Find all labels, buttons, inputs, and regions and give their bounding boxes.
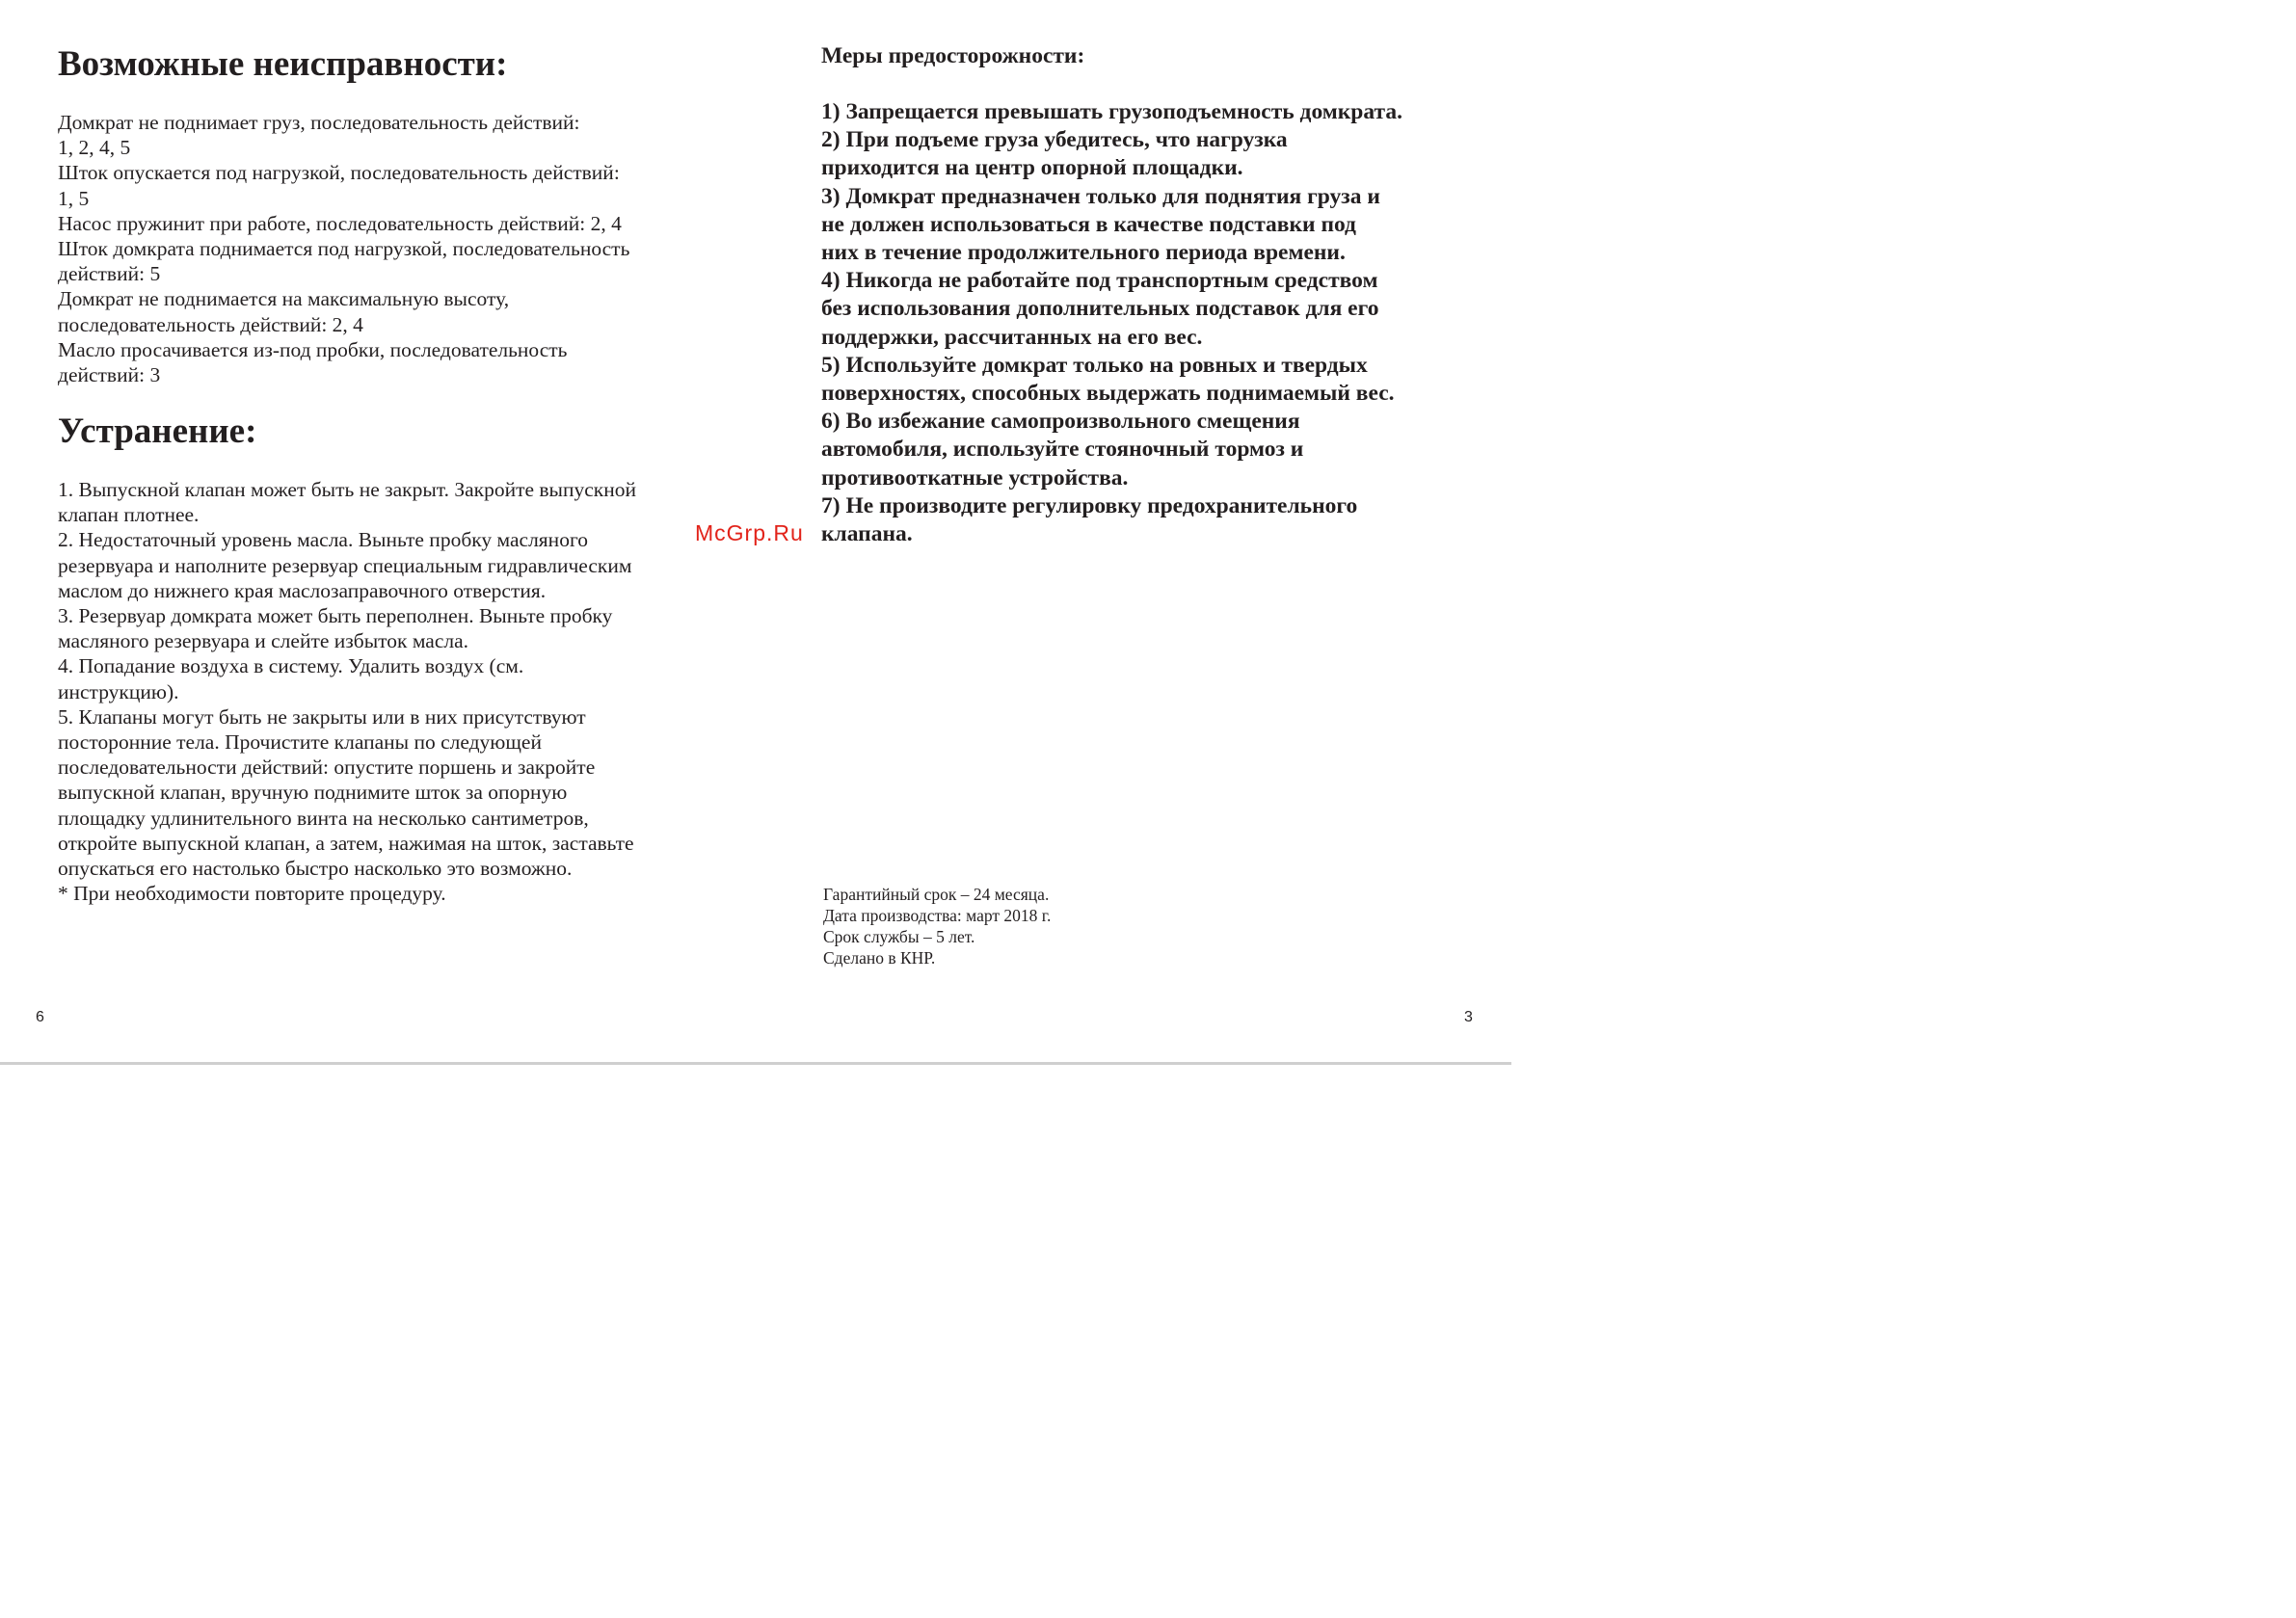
fix-line: резервуара и наполните резервуар специальным гидравлическим (58, 553, 632, 577)
warranty-info (823, 884, 1209, 968)
service-life-line: Срок службы – 5 лет. (823, 927, 975, 946)
left-page (0, 0, 756, 1065)
precaution-line: не должен использоваться в качестве подставки под (821, 211, 1356, 237)
bottom-divider (0, 1062, 1511, 1065)
fix-line: посторонние тела. Прочистите клапаны по следующей (58, 730, 542, 755)
precaution-line: 1) Запрещается превышать грузоподъемность домкрата. (821, 99, 1402, 124)
fix-line: 1. Выпускной клапан может быть не закрыт. Закройте выпускной (58, 478, 637, 501)
watermark-text: McGrp.Ru (695, 520, 804, 545)
precaution-line: противооткатные устройства. (821, 464, 1129, 491)
fix-line: маслом до нижнего края маслозаправочного отверстия. (58, 578, 547, 602)
fix-line: опускаться его настолько быстро насколько это возможно. (58, 857, 573, 881)
faults-line: Шток опускается под нагрузкой, последовательность действий: (58, 161, 620, 185)
faults-line: 1, 2, 4, 5 (58, 136, 131, 160)
faults-line: действий: 3 (58, 363, 161, 387)
faults-line: Домкрат не поднимает груз, последовательность действий: (58, 111, 580, 134)
production-date-line: Дата производства: март 2018 г. (823, 906, 1052, 925)
faults-list (58, 110, 713, 387)
fix-line: последовательности действий: опустите поршень и закройте (58, 756, 596, 780)
faults-line: действий: 5 (58, 262, 161, 286)
precautions-list (821, 98, 1486, 548)
fix-line: 3. Резервуар домкрата может быть переполнен. Выньте пробку (58, 604, 613, 628)
warranty-line: Гарантийный срок – 24 месяца. (823, 885, 1050, 904)
made-in-line: Сделано в КНР. (823, 948, 936, 968)
precaution-line: поддержки, рассчитанных на его вес. (821, 324, 1203, 350)
faults-line: Шток домкрата поднимается под нагрузкой, последовательность (58, 237, 630, 261)
precaution-line: 5) Используйте домкрат только на ровных и твердых (821, 352, 1368, 378)
fix-heading: Устранение: (58, 411, 257, 451)
fix-line: 5. Клапаны могут быть не закрыты или в них присутствуют (58, 704, 586, 729)
fix-line: * При необходимости повторите процедуру. (58, 882, 446, 906)
fix-line: 4. Попадание воздуха в систему. Удалить воздух (см. (58, 654, 524, 678)
precaution-line: 2) При подъеме груза убедитесь, что нагрузка (821, 127, 1288, 153)
fix-line: масляного резервуара и слейте избыток масла. (58, 629, 469, 653)
precaution-line: 6) Во избежание самопроизвольного смещения (821, 409, 1300, 435)
precaution-line: приходится на центр опорной площадки. (821, 155, 1243, 181)
faults-line: 1, 5 (58, 186, 90, 210)
precaution-line: клапана. (821, 521, 913, 547)
precautions-heading: Меры предосторожности: (821, 43, 1085, 68)
faults-line: Домкрат не поднимается на максимальную высоту, (58, 287, 510, 311)
faults-line: Насос пружинит при работе, последовательность действий: 2, 4 (58, 211, 622, 235)
precaution-line: автомобиля, используйте стояночный тормоз и (821, 437, 1304, 463)
fix-line: площадку удлинительного винта на несколько сантиметров, (58, 806, 589, 830)
precaution-line: без использования дополнительных подставок для его (821, 296, 1379, 322)
fix-line: инструкцию). (58, 679, 179, 703)
precaution-line: поверхностях, способных выдержать поднимаемый вес. (821, 381, 1395, 407)
precaution-line: 7) Не производите регулировку предохранительного (821, 492, 1358, 518)
page-number-right: 3 (1464, 1009, 1473, 1025)
faults-line: Масло просачивается из-под пробки, последовательность (58, 337, 568, 361)
fix-list (58, 477, 713, 906)
page-number-left: 6 (36, 1009, 44, 1025)
faults-line: последовательность действий: 2, 4 (58, 312, 363, 336)
fix-line: выпускной клапан, вручную поднимите шток за опорную (58, 781, 568, 805)
fix-line: откройте выпускной клапан, а затем, нажимая на шток, заставьте (58, 831, 634, 855)
fix-line: 2. Недостаточный уровень масла. Выньте пробку масляного (58, 528, 588, 552)
fix-line: клапан плотнее. (58, 503, 200, 527)
faults-heading: Возможные неисправности: (58, 44, 508, 84)
precaution-line: 4) Никогда не работайте под транспортным средством (821, 268, 1378, 294)
precaution-line: них в течение продолжительного периода времени. (821, 240, 1346, 266)
precaution-line: 3) Домкрат предназначен только для поднятия груза и (821, 183, 1380, 209)
